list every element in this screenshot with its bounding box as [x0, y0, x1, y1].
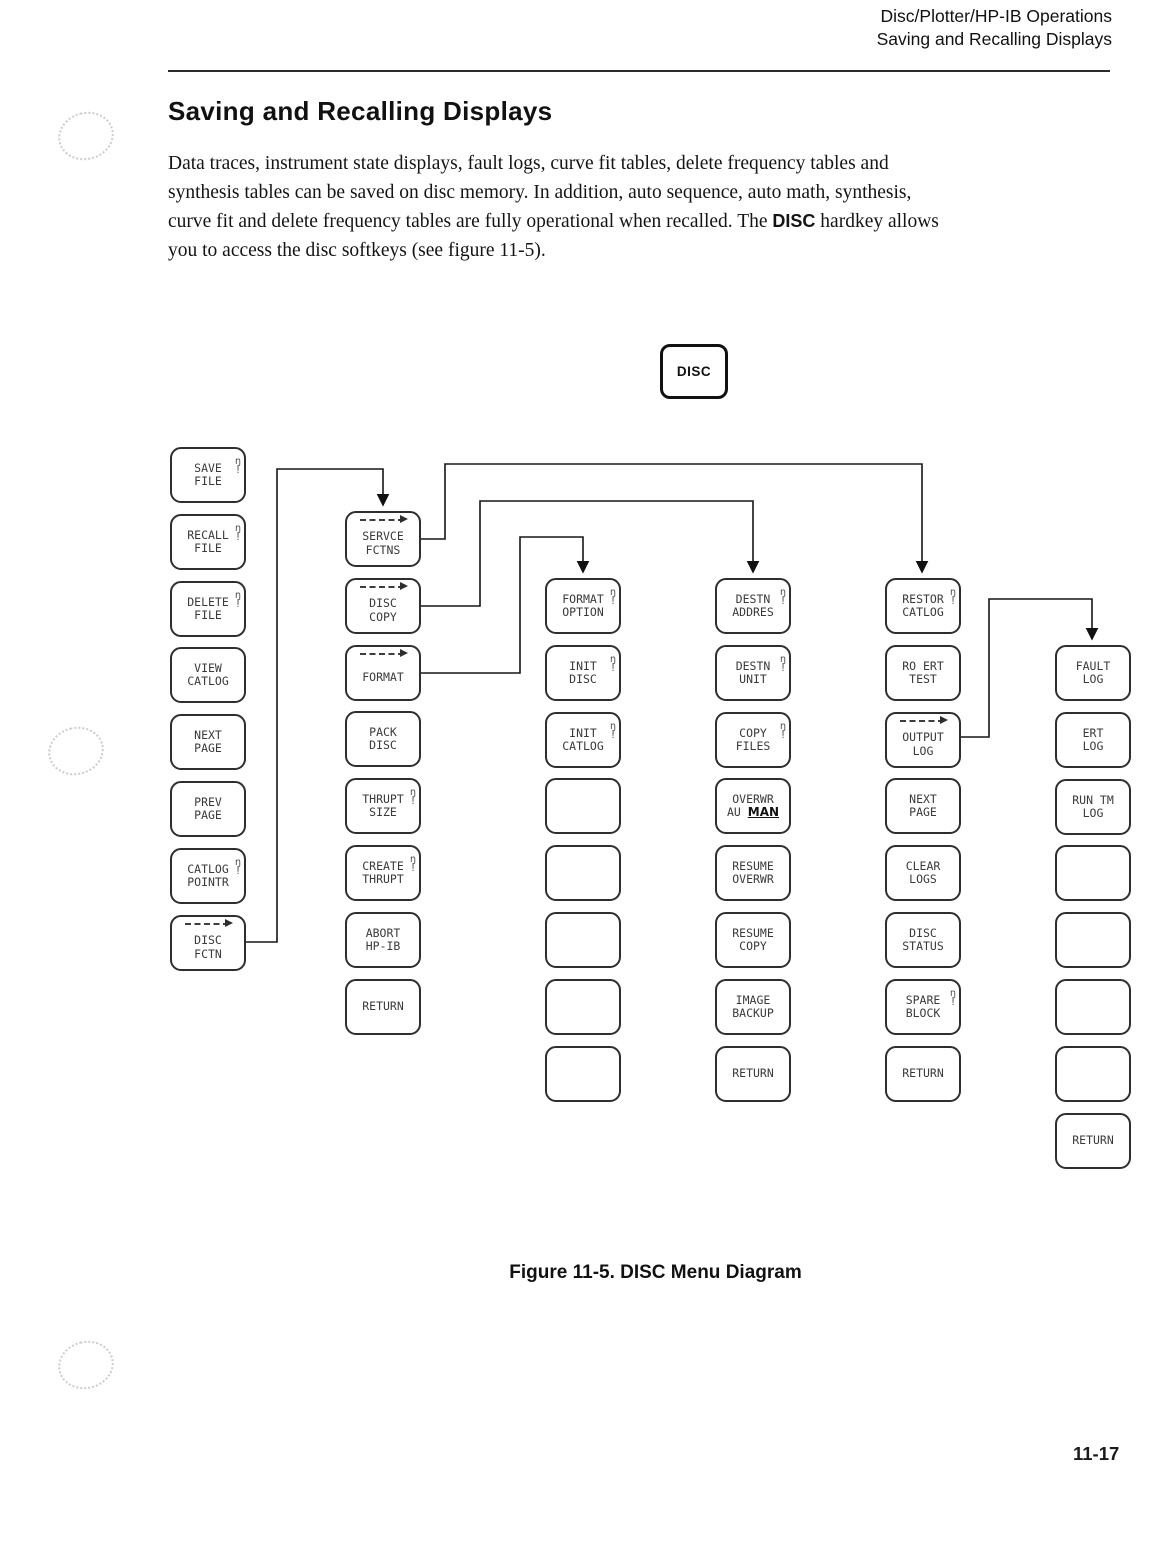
- softkey-blank: [545, 778, 621, 834]
- body-line: you to access the disc softkeys (see figure 11-5).: [168, 239, 546, 261]
- data-entry-mark-icon: ŋ !: [409, 854, 416, 874]
- softkey-label: RO ERT TEST: [902, 658, 944, 686]
- softkey-label: ABORT HP-IB: [365, 925, 401, 953]
- data-entry-mark-icon: ŋ !: [234, 857, 241, 877]
- softkey-resume-copy: [715, 912, 791, 968]
- softkey-spare-block: [885, 979, 961, 1035]
- softkey-output-log: [885, 712, 961, 768]
- softkey-blank: [1055, 1046, 1131, 1102]
- softkey-thrupt-size: [345, 778, 421, 834]
- softkey-init-catlog: [545, 712, 621, 768]
- softkey-label: CATLOG POINTR: [187, 861, 229, 889]
- softkey-label: SAVE FILE: [194, 460, 222, 488]
- softkey-label: NEXT PAGE: [194, 727, 222, 755]
- softkey-init-disc: [545, 645, 621, 701]
- softkey-blank: [1055, 979, 1131, 1035]
- softkey-save-file: [170, 447, 246, 503]
- softkey-blank: [1055, 912, 1131, 968]
- softkey-label: DISC COPY: [369, 596, 397, 624]
- softkey-label: RETURN: [902, 1066, 944, 1081]
- page-title: Saving and Recalling Displays: [168, 96, 553, 126]
- softkey-ert-log: [1055, 712, 1131, 768]
- softkey-image-backup: [715, 979, 791, 1035]
- softkey-create-thrupt: [345, 845, 421, 901]
- softkey-label: IMAGE BACKUP: [732, 992, 774, 1020]
- softkey-abort-hp-ib: [345, 912, 421, 968]
- softkey-blank: [545, 979, 621, 1035]
- softkey-format: [345, 645, 421, 701]
- softkey-copy-files: [715, 712, 791, 768]
- softkey-return: [345, 979, 421, 1035]
- toggle-selected-value: MAN: [747, 805, 780, 819]
- connector-servce-fctns-to-restor-catlog: [421, 464, 922, 572]
- softkey-label: INIT CATLOG: [562, 725, 604, 753]
- data-entry-mark-icon: ŋ !: [609, 721, 616, 741]
- softkey-destn-addres: [715, 578, 791, 634]
- figure-caption: Figure 11-5. DISC Menu Diagram: [509, 1262, 802, 1283]
- softkey-label: ERT LOG: [1082, 725, 1104, 753]
- softkey-next-page: [170, 714, 246, 770]
- softkey-label: NEXT PAGE: [909, 791, 937, 819]
- softkey-blank: [545, 912, 621, 968]
- softkey-label: DELETE FILE: [187, 594, 229, 622]
- softkey-label: RESUME OVERWR: [732, 858, 774, 886]
- softkey-label: RETURN: [732, 1066, 774, 1081]
- softkey-return: [885, 1046, 961, 1102]
- menu-transition-arrow-icon: [185, 923, 229, 925]
- softkey-restor-catlog: [885, 578, 961, 634]
- softkey-disc-copy: [345, 578, 421, 634]
- softkey-format-option: [545, 578, 621, 634]
- softkey-label: SERVCE FCTNS: [362, 529, 404, 557]
- softkey-label: CLEAR LOGS: [905, 858, 941, 886]
- softkey-label: FORMAT OPTION: [562, 591, 604, 619]
- menu-transition-arrow-icon: [360, 519, 404, 521]
- softkey-label: DESTN UNIT: [735, 658, 771, 686]
- softkey-label: RECALL FILE: [187, 527, 229, 555]
- data-entry-mark-icon: ŋ !: [609, 587, 616, 607]
- menu-transition-arrow-icon: [900, 720, 944, 722]
- data-entry-mark-icon: ŋ !: [234, 590, 241, 610]
- softkey-overwr-au-man: [715, 778, 791, 834]
- softkey-label: THRUPT SIZE: [362, 791, 404, 819]
- softkey-recall-file: [170, 514, 246, 570]
- softkey-view-catlog: [170, 647, 246, 703]
- disc-hardkey: DISC: [660, 344, 728, 399]
- softkey-return: [1055, 1113, 1131, 1169]
- softkey-servce-fctns: [345, 511, 421, 567]
- body-line: synthesis tables can be saved on disc memory. In addition, auto sequence, auto math, synthesis,: [168, 181, 912, 203]
- softkey-label: RETURN: [362, 999, 404, 1014]
- menu-transition-arrow-icon: [360, 653, 404, 655]
- softkey-label: PREV PAGE: [194, 794, 222, 822]
- softkey-blank: [1055, 845, 1131, 901]
- softkey-label: SPARE BLOCK: [905, 992, 941, 1020]
- softkey-resume-overwr: [715, 845, 791, 901]
- softkey-delete-file: [170, 581, 246, 637]
- softkey-catlog-pointr: [170, 848, 246, 904]
- softkey-label: RESUME COPY: [732, 925, 774, 953]
- softkey-label: VIEW CATLOG: [187, 660, 229, 688]
- data-entry-mark-icon: ŋ !: [609, 654, 616, 674]
- softkey-label: CREATE THRUPT: [362, 858, 404, 886]
- header-chapter: Disc/Plotter/HP-IB Operations: [880, 6, 1112, 26]
- softkey-label: OUTPUT LOG: [902, 730, 944, 758]
- softkey-label: INIT DISC: [569, 658, 597, 686]
- page-number: 11-17: [1073, 1443, 1120, 1464]
- softkey-label: DISC STATUS: [902, 925, 944, 953]
- softkey-blank: [545, 845, 621, 901]
- softkey-label: COPY FILES: [735, 725, 771, 753]
- disc-hardkey-mention: DISC: [772, 211, 816, 232]
- softkey-clear-logs: [885, 845, 961, 901]
- softkey-destn-unit: [715, 645, 791, 701]
- header-section: Saving and Recalling Displays: [876, 29, 1112, 49]
- softkey-label: RUN TM LOG: [1072, 792, 1114, 820]
- menu-transition-arrow-icon: [360, 586, 404, 588]
- softkey-blank: [545, 1046, 621, 1102]
- softkey-prev-page: [170, 781, 246, 837]
- data-entry-mark-icon: ŋ !: [779, 587, 786, 607]
- data-entry-mark-icon: ŋ !: [949, 587, 956, 607]
- softkey-label: DESTN ADDRES: [732, 591, 774, 619]
- data-entry-mark-icon: ŋ !: [234, 456, 241, 476]
- softkey-pack-disc: [345, 711, 421, 767]
- softkey-disc-status: [885, 912, 961, 968]
- softkey-label: RESTOR CATLOG: [902, 591, 944, 619]
- softkey-label: PACK DISC: [369, 724, 397, 752]
- softkey-disc-fctn: [170, 915, 246, 971]
- data-entry-mark-icon: ŋ !: [779, 654, 786, 674]
- data-entry-mark-icon: ŋ !: [949, 988, 956, 1008]
- softkey-label: FAULT LOG: [1075, 658, 1111, 686]
- data-entry-mark-icon: ŋ !: [234, 523, 241, 543]
- body-line: curve fit and delete frequency tables are fully operational when recalled. The DISC hardkey allows: [168, 211, 939, 233]
- softkey-next-page: [885, 778, 961, 834]
- softkey-label: FORMAT: [362, 669, 404, 684]
- softkey-ro-ert-test: [885, 645, 961, 701]
- softkey-label: DISC FCTN: [194, 933, 222, 961]
- softkey-run-tm-log: [1055, 779, 1131, 835]
- softkey-label: OVERWR AU MAN: [726, 791, 780, 819]
- data-entry-mark-icon: ŋ !: [779, 721, 786, 741]
- softkey-return: [715, 1046, 791, 1102]
- data-entry-mark-icon: ŋ !: [409, 787, 416, 807]
- softkey-label: RETURN: [1072, 1133, 1114, 1148]
- body-line: Data traces, instrument state displays, fault logs, curve fit tables, delete frequency tables and: [168, 153, 889, 174]
- softkey-fault-log: [1055, 645, 1131, 701]
